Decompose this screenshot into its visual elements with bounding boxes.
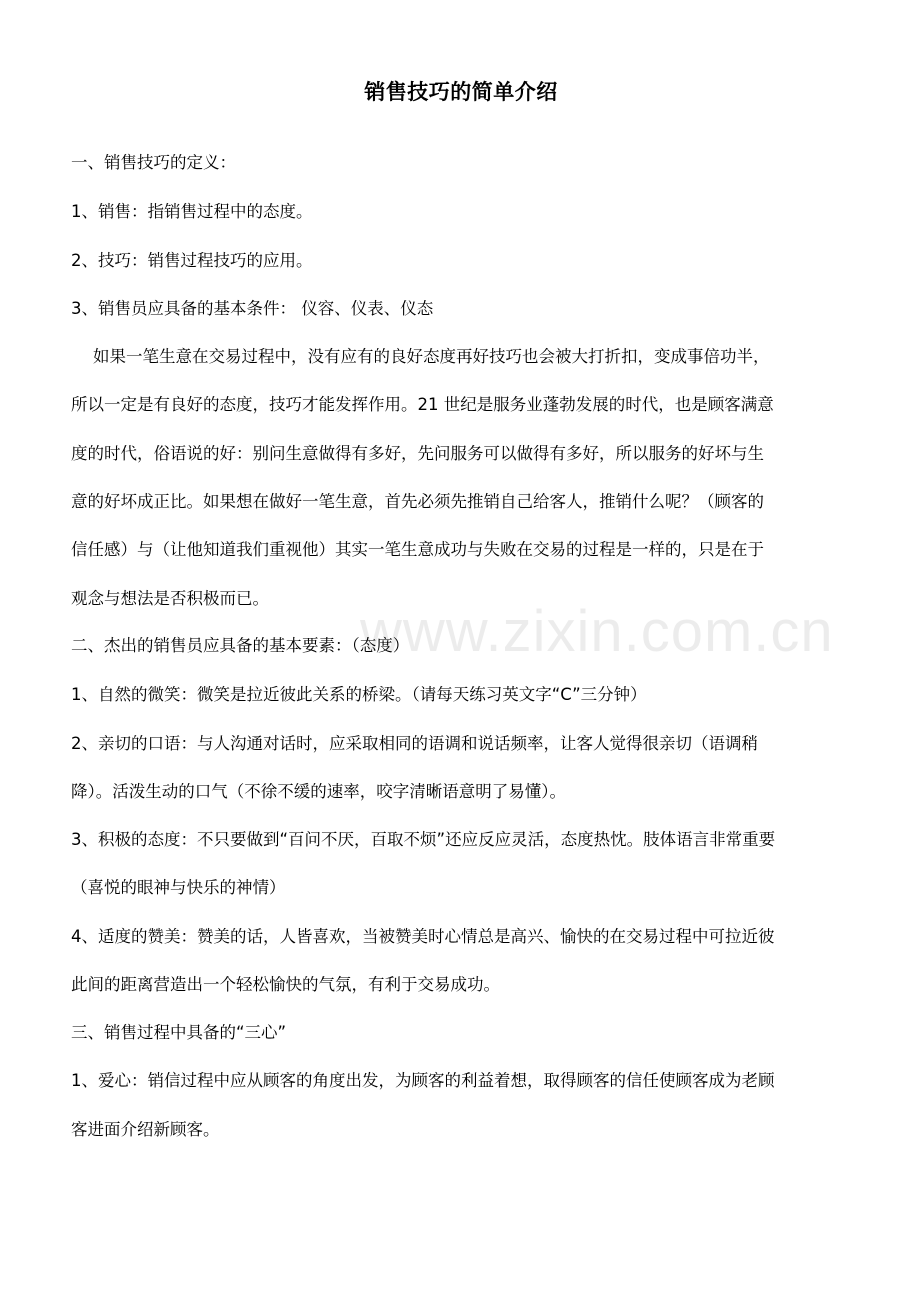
- list-item: 4、适度的赞美：赞美的话，人皆喜欢，当被赞美时心情总是高兴、愉快的在交易过程中可拉近彼: [71, 927, 775, 946]
- list-item: 1、爱心：销信过程中应从顾客的角度出发，为顾客的利益着想，取得顾客的信任使顾客成为老顾: [71, 1071, 775, 1090]
- list-item: 2、亲切的口语：与人沟通对话时，应采取相同的语调和说话频率，让客人觉得很亲切（语调稍: [71, 734, 758, 753]
- section-heading-1: 一、销售技巧的定义：: [71, 153, 236, 172]
- paragraph-line: 所以一定是有良好的态度，技巧才能发挥作用。21 世纪是服务业蓬勃发展的时代，也是顾客满意: [71, 395, 774, 414]
- list-item-continued: （喜悦的眼神与快乐的神情）: [71, 878, 286, 897]
- list-item-continued: 此间的距离营造出一个轻松愉快的气氛，有利于交易成功。: [71, 975, 500, 994]
- section-heading-3: 三、销售过程中具备的“三心”: [71, 1023, 287, 1042]
- list-item: 1、销售：指销售过程中的态度。: [71, 202, 313, 221]
- paragraph-line: 意的好坏成正比。如果想在做好一笔生意，首先必须先推销自己给客人，推销什么呢？（顾客的: [71, 492, 764, 511]
- list-item: 3、销售员应具备的基本条件： 仪容、仪表、仪态: [71, 299, 434, 318]
- watermark: www.zixin.com.cn: [360, 599, 834, 664]
- list-item-continued: 客进面介绍新顾客。: [71, 1120, 220, 1139]
- paragraph-line: 观念与想法是否积极而已。: [71, 589, 269, 608]
- paragraph-line: 度的时代，俗语说的好：别问生意做得有多好，先问服务可以做得有多好，所以服务的好坏与生: [71, 444, 764, 463]
- paragraph-line: 如果一笔生意在交易过程中，没有应有的良好态度再好技巧也会被大打折扣，变成事倍功半，: [93, 347, 770, 366]
- list-item-continued: 降）。活泼生动的口气（不徐不缓的速率，咬字清晰语意明了易懂）。: [71, 782, 566, 801]
- document-title: 销售技巧的简单介绍: [364, 80, 558, 104]
- list-item: 3、积极的态度：不只要做到“百问不厌，百取不烦”还应反应灵活，态度热忱。肢体语言非常重要: [71, 830, 776, 849]
- list-item: 1、自然的微笑：微笑是拉近彼此关系的桥梁。（请每天练习英文字“C”三分钟）: [71, 685, 647, 704]
- section-heading-2: 二、杰出的销售员应具备的基本要素：（态度）: [71, 636, 410, 655]
- paragraph-line: 信任感）与（让他知道我们重视他）其实一笔生意成功与失败在交易的过程是一样的，只是在于: [71, 540, 764, 559]
- list-item: 2、技巧：销售过程技巧的应用。: [71, 251, 313, 270]
